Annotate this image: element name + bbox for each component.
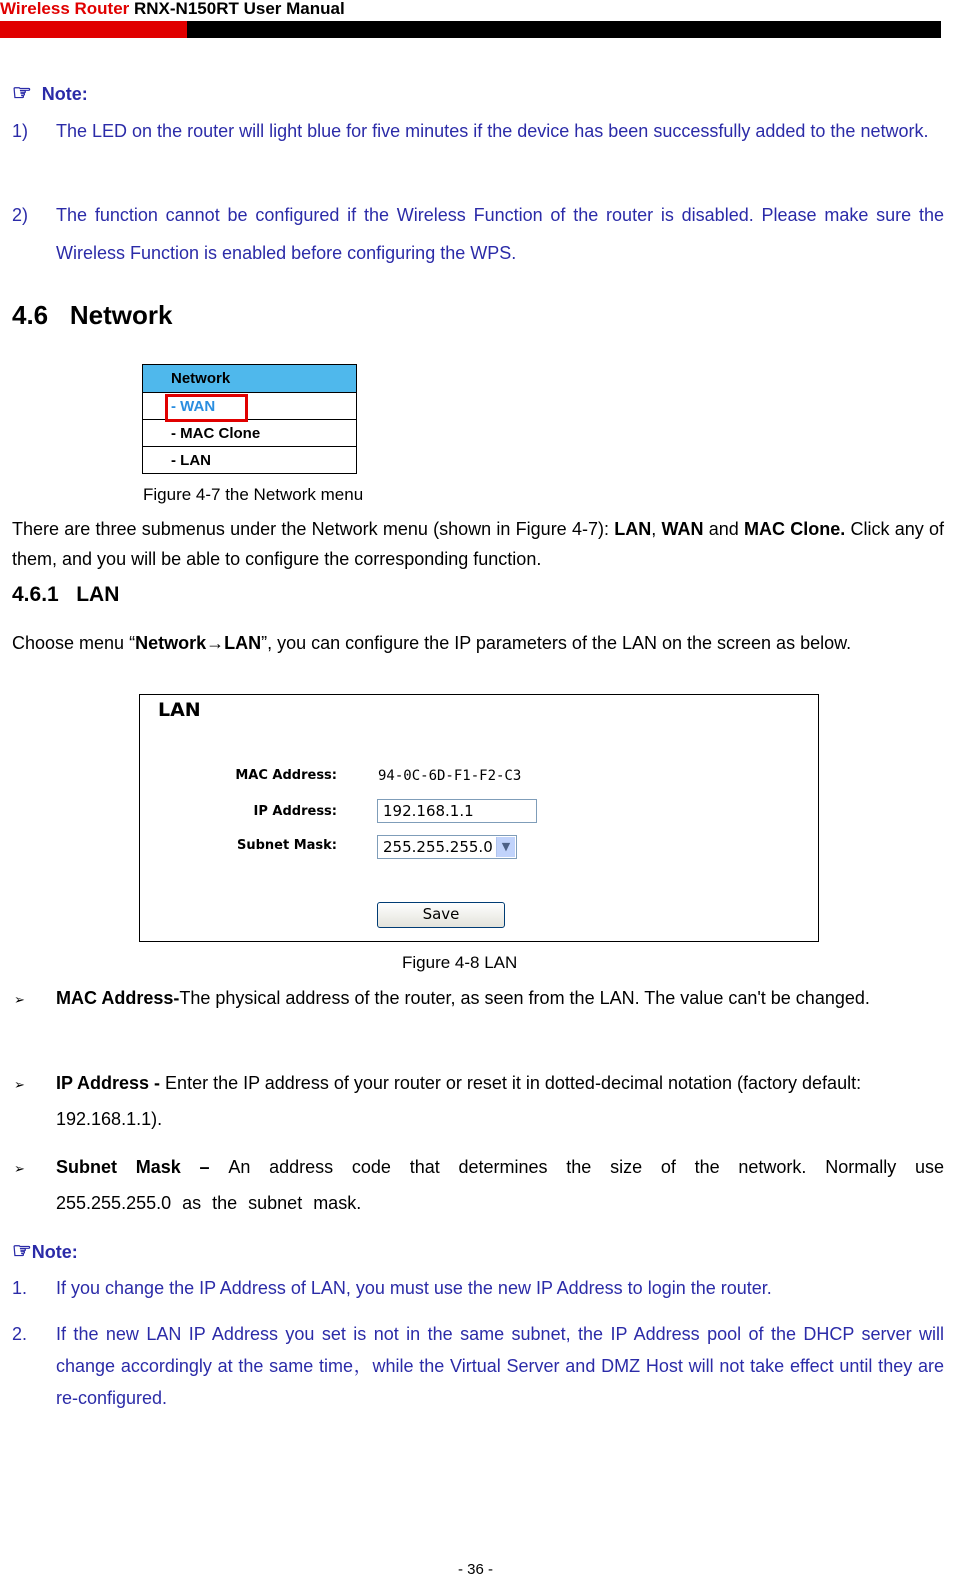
note-item-text [56,112,944,150]
save-button[interactable]: Save [377,902,505,928]
intro-sep: and [703,519,744,539]
bullet-item [56,980,946,1016]
section-heading [12,300,172,331]
pointing-hand-icon: ☞ [12,1238,32,1263]
note-title: Note: [41,84,88,104]
header-title [0,0,345,19]
menu-item-mac-clone[interactable]: - MAC Clone [143,419,356,446]
mac-address-label: MAC Address: [235,768,337,783]
menu-item-wan-label: - WAN [171,398,216,415]
menu-item-wan[interactable] [143,392,356,419]
header-bar-red [0,21,187,38]
note-heading [12,80,88,106]
header-bar-black [187,21,941,38]
header-manual-title: RNX-N150RT User Manual [129,0,345,18]
intro-bold: WAN [661,519,704,539]
network-menu-figure [142,364,357,474]
lan-form-title: LAN [158,699,201,721]
figure-caption: Figure 4-7 the Network menu [143,485,364,504]
intro-paragraph [12,514,944,574]
subnet-mask-value: 255.255.255.0 [383,838,493,856]
subnet-mask-label: Subnet Mask: [236,838,337,853]
highlight-box [165,394,248,422]
note-heading [12,1238,78,1264]
header-brand: Wireless Router [0,0,130,18]
subsection-number: 4.6.1 [12,583,59,606]
intro-bold: MAC Clone. [743,519,846,539]
menu-item-lan[interactable]: - LAN [143,446,356,473]
choose-text: Choose menu “ [12,633,136,653]
section-title: Network [69,300,173,330]
chevron-down-icon[interactable]: ▼ [496,837,515,857]
intro-text: There are three submenus under the Network menu (shown in Figure 4-7): [12,519,615,539]
ip-address-label: IP Address: [253,804,337,819]
note-item-1-text: The LED on the router will light blue for five minutes if the device has been successfully added to the network. [56,121,929,141]
arrow-bullet-icon: ➢ [14,992,25,1007]
bullet-text: An address code that determines the size of the network. Normally use 255.255.255.0 as the subnet mask. [56,1157,944,1213]
mac-address-value: 94-0C-6D-F1-F2-C3 [378,768,522,784]
intro-bold: LAN [614,519,652,539]
bullet-term: Subnet Mask – [56,1157,229,1177]
subsection-heading [12,583,119,607]
subsection-title: LAN [76,583,120,606]
bullet-item [56,1149,944,1221]
bullet-term: MAC Address- [56,988,180,1008]
arrow-bullet-icon: ➢ [14,1161,25,1176]
bullet-text: Enter the IP address of your router or reset it in dotted-decimal notation (factory default: 192.168.1.1). [56,1073,862,1129]
section-number: 4.6 [12,300,49,330]
bullet-text: The physical address of the router, as seen from the LAN. The value can't be changed. [179,988,870,1008]
arrow-bullet-icon: ➢ [14,1077,25,1092]
note-item-number: 1) [12,121,29,141]
ip-address-input[interactable] [377,799,537,823]
ip-address-value: 192.168.1.1 [383,802,474,820]
note-title: Note: [31,1242,78,1262]
choose-paragraph [12,626,944,660]
note-item-number: 2. [12,1324,28,1344]
intro-sep: , [651,519,662,539]
intro-text: Click any of them, and you will be able to configure the corresponding function. [12,519,944,569]
note-item-2-text: The function cannot be configured if the Wireless Function of the router is disabled. Please make sure the Wireless Function is enabled before configuring the WPS. [56,205,944,263]
bullet-item [56,1065,946,1137]
note-item-number: 2) [12,205,29,225]
lan-settings-figure [139,694,819,942]
note-item-text: If the new LAN IP Address you set is not in the same subnet, the IP Address pool of the DHCP server will change accordingly at the same time，while the Virtual Server and DMZ Host will not take effect until they are re-configured. [56,1324,944,1408]
subnet-mask-select[interactable] [377,835,517,859]
pointing-hand-icon: ☞ [12,80,32,105]
figure-caption: Figure 4-8 LAN [402,953,518,972]
choose-bold: Network→LAN [135,633,262,653]
page-number: - 36 - [458,1561,494,1578]
note-item-text: If you change the IP Address of LAN, you must use the new IP Address to login the router. [56,1278,772,1298]
choose-text: ”, you can configure the IP parameters of the LAN on the screen as below. [261,633,852,653]
network-menu-header: Network [143,365,356,392]
bullet-term: IP Address - [56,1073,166,1093]
note-item-number: 1. [12,1278,28,1298]
